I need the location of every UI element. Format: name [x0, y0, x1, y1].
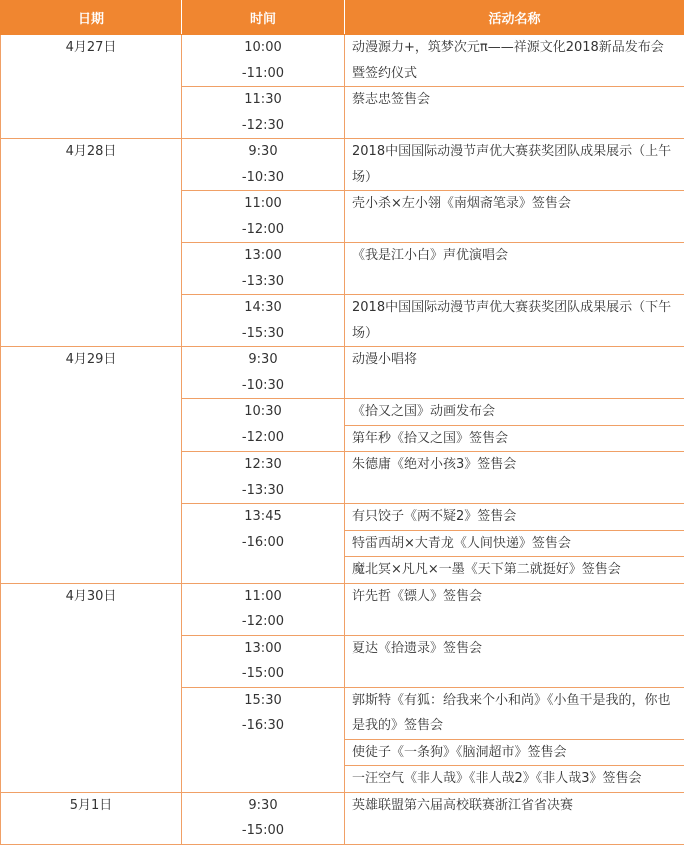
activity-cell: 许先哲《镖人》签售会 — [345, 583, 684, 635]
activity-cell: 第年秒《拾又之国》签售会 — [345, 425, 684, 452]
activity-cell: 《我是江小白》声优演唱会 — [345, 243, 684, 295]
activity-cell: 动漫源力+，筑梦次元π——祥源文化2018新品发布会暨签约仪式 — [345, 35, 684, 87]
header-time: 时间 — [182, 1, 345, 35]
activity-cell: 郭斯特《有狐：给我来个小和尚》《小鱼干是我的，你也是我的》签售会 — [345, 687, 684, 739]
time-cell — [182, 504, 345, 584]
time-cell — [182, 583, 345, 635]
time-start: 11:30 — [244, 92, 282, 107]
time-end: -13:30 — [241, 273, 285, 289]
header-activity: 活动名称 — [345, 1, 684, 35]
time-end: -12:00 — [241, 429, 285, 445]
activity-cell: 壳小杀×左小翎《南烟斋笔录》签售会 — [345, 191, 684, 243]
time-end: -13:30 — [241, 482, 285, 498]
activity-cell: 魔北冥×凡凡×一墨《天下第二就挺好》签售会 — [345, 557, 684, 584]
time-end: -15:00 — [241, 666, 285, 681]
time-end: -15:30 — [241, 325, 285, 341]
table-row — [1, 139, 684, 191]
time-start: 11:00 — [244, 196, 282, 211]
time-cell — [182, 687, 345, 792]
time-end: -16:30 — [241, 718, 285, 733]
header-row — [1, 1, 684, 35]
time-cell — [182, 792, 345, 844]
activity-cell: 动漫小唱将 — [345, 347, 684, 399]
activity-cell: 朱德庸《绝对小孩3》签售会 — [345, 452, 684, 504]
time-start: 9:30 — [248, 352, 278, 367]
time-cell — [182, 35, 345, 87]
time-cell — [182, 635, 345, 687]
time-end: -12:00 — [241, 221, 285, 237]
time-cell — [182, 295, 345, 347]
activity-cell: 2018中国国际动漫节声优大赛获奖团队成果展示（下午场） — [345, 295, 684, 347]
schedule-body — [1, 35, 684, 845]
table-row — [1, 583, 684, 635]
activity-cell: 英雄联盟第六届高校联赛浙江省省决赛 — [345, 792, 684, 844]
date-cell: 4月28日 — [1, 139, 182, 347]
activity-cell: 有只饺子《两不疑2》签售会 — [345, 504, 684, 531]
time-start: 9:30 — [248, 797, 278, 813]
activity-cell: 《拾又之国》动画发布会 — [345, 399, 684, 426]
time-start: 9:30 — [248, 144, 278, 159]
time-start: 12:30 — [244, 457, 282, 472]
header-date: 日期 — [1, 1, 182, 35]
activity-cell: 一汪空气《非人哉》《非人哉2》《非人哉3》签售会 — [345, 766, 684, 793]
time-start: 11:00 — [244, 588, 282, 604]
time-end: -12:00 — [241, 614, 285, 629]
activity-cell: 蔡志忠签售会 — [345, 87, 684, 139]
time-start: 10:30 — [244, 404, 282, 419]
time-end: -11:00 — [241, 65, 285, 81]
time-start: 13:00 — [244, 640, 282, 656]
time-end: -12:30 — [241, 117, 285, 133]
table-row — [1, 35, 684, 87]
time-cell — [182, 347, 345, 399]
activity-cell: 夏达《拾遗录》签售会 — [345, 635, 684, 687]
time-end: -10:30 — [241, 169, 285, 185]
time-start: 13:00 — [244, 248, 282, 263]
time-end: -15:00 — [241, 823, 285, 838]
time-start: 14:30 — [244, 300, 282, 315]
table-row — [1, 347, 684, 399]
time-cell — [182, 139, 345, 191]
time-end: -10:30 — [241, 377, 285, 393]
activity-cell: 2018中国国际动漫节声优大赛获奖团队成果展示（上午场） — [345, 139, 684, 191]
time-start: 15:30 — [244, 692, 282, 708]
date-cell: 5月1日 — [1, 792, 182, 844]
table-row — [1, 792, 684, 844]
time-start: 13:45 — [244, 509, 282, 524]
time-end: -16:00 — [241, 534, 285, 550]
date-cell: 4月30日 — [1, 583, 182, 792]
time-cell — [182, 87, 345, 139]
time-cell — [182, 243, 345, 295]
time-start: 10:00 — [244, 40, 282, 55]
activity-cell: 使徒子《一条狗》《脑洞超市》签售会 — [345, 739, 684, 766]
date-cell: 4月29日 — [1, 347, 182, 584]
date-cell: 4月27日 — [1, 35, 182, 139]
time-cell — [182, 191, 345, 243]
time-cell — [182, 452, 345, 504]
time-cell — [182, 399, 345, 452]
activity-cell: 特雷西胡×大青龙《人间快递》签售会 — [345, 530, 684, 557]
